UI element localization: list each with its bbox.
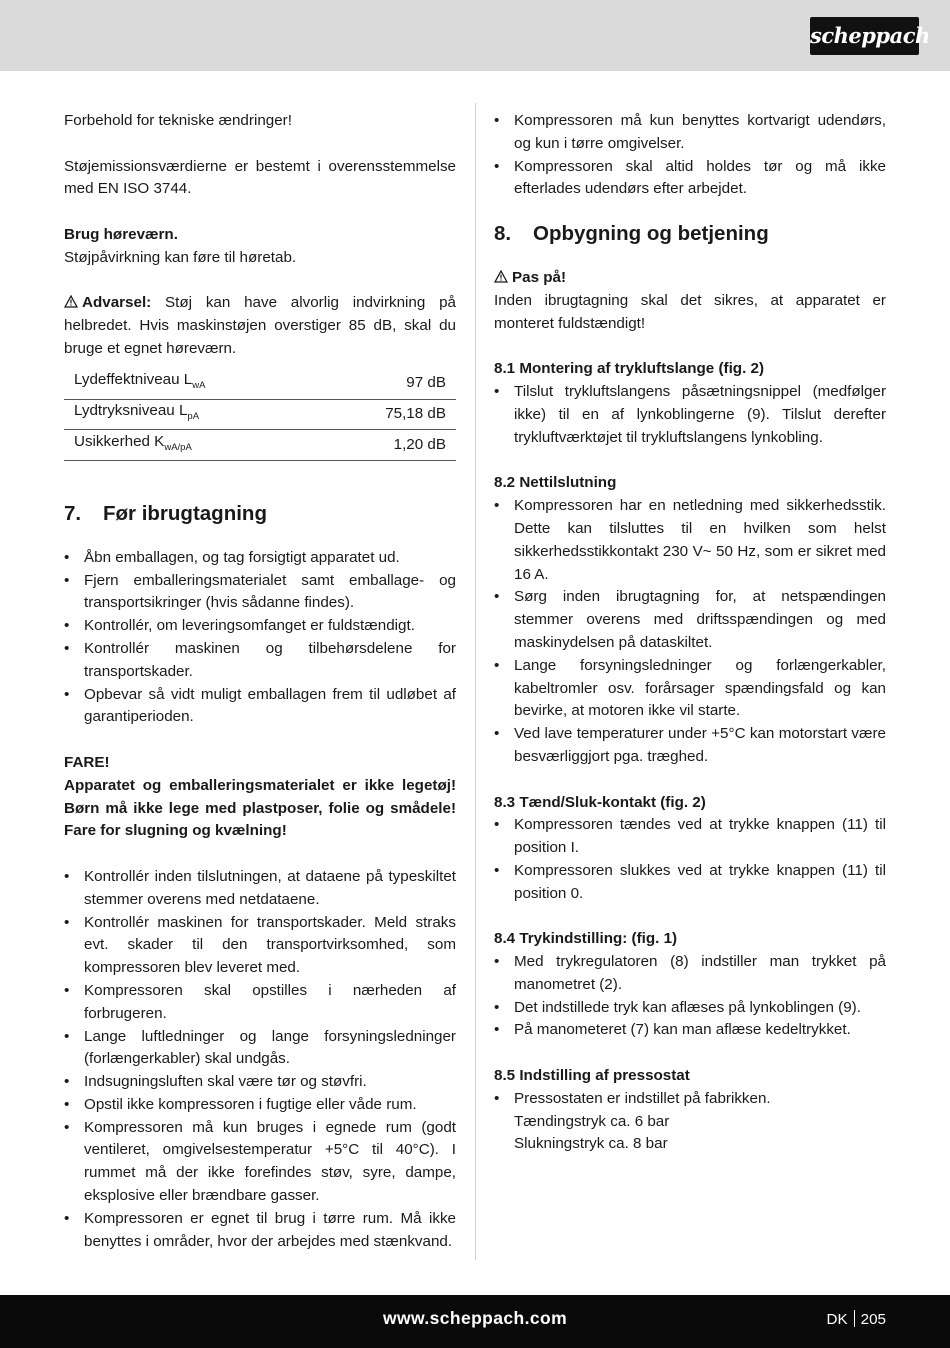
spec-label-cell: [64, 430, 320, 461]
unpacking-list: [64, 547, 456, 729]
noise-warning: [64, 292, 456, 360]
warning-label: Advarsel:: [82, 294, 152, 312]
section-number: 8.: [494, 222, 512, 246]
list-item: • Ved lave temperaturer under +5°C kan motorstart være besværliggjort pga. træghed.: [494, 723, 886, 769]
right-column: [494, 110, 886, 1156]
section-7-heading: [64, 501, 456, 527]
list-item: [494, 1088, 886, 1156]
caution-title: [494, 267, 886, 290]
subsection-8-2-list: [494, 495, 886, 769]
spec-subscript: pA: [187, 411, 200, 423]
list-item: • Kontrollér, om leveringsomfanget er fuldstændigt.: [64, 615, 456, 638]
list-item: • Tilslut trykluftslangens påsætningsnippel (medfølger ikke) til en af lynkoblingerne (9). Tilslut derefter trykluftværktøjet til trykluftslangens lynkobling.: [494, 381, 886, 449]
list-item: • Kompressoren må kun bruges i egnede rum (godt ventileret, omgivelsestemperatur +5°C til 40°C). I rummet må der ikke forefindes støv, syre, dampe, eksplosive eller brændbare gasser.: [64, 1117, 456, 1208]
section-title: Før ibrugtagning: [103, 501, 267, 525]
danger-text: Apparatet og emballeringsmaterialet er ikke legetøj! Børn må ikke lege med plastposer, folie og smådele! Fare for slugning og kvælning!: [64, 776, 456, 840]
page-number: 205: [860, 1311, 886, 1328]
hearing-protection-title: Brug høreværn.: [64, 225, 178, 243]
hearing-protection-text: Støjpåvirkning kan føre til høretab.: [64, 248, 297, 266]
list-item: • Opstil ikke kompressoren i fugtige eller våde rum.: [64, 1094, 456, 1117]
spec-label: Usikkerhed K: [74, 432, 165, 450]
page-separator: [854, 1310, 855, 1327]
outdoor-use-list: [494, 110, 886, 201]
spec-value: 1,20 dB: [320, 430, 456, 461]
list-item: • Kompressoren slukkes ved at trykke knappen (11) til position 0.: [494, 860, 886, 906]
warning-triangle-icon: [494, 270, 508, 283]
list-item: • Kompressoren er egnet til brug i tørre rum. Må ikke benyttes i områder, hvor der arbejdes med stænkvand.: [64, 1208, 456, 1254]
list-item: • Indsugningsluften skal være tør og støvfri.: [64, 1071, 456, 1094]
warning-text: Støj kan have alvorlig indvirkning på helbredet. Hvis maskinstøjen overstiger 85 dB, skal du bruge et egnet høreværn.: [64, 294, 456, 357]
warning-triangle-icon: [64, 295, 78, 308]
list-item: • Kompressoren har en netledning med sikkerhedsstik. Dette kan tilsluttes til en hvilken som helst sikkerhedsstikkontakt 230 V~ 50 Hz, som er sikret med 16 A.: [494, 495, 886, 586]
list-item: • Opbevar så vidt muligt emballagen frem til udløbet af garantiperioden.: [64, 684, 456, 730]
section-8-heading: [494, 221, 886, 247]
subsection-8-4-list: [494, 951, 886, 1042]
spec-value: 75,18 dB: [320, 399, 456, 430]
installation-checks-list: [64, 866, 456, 1254]
pressostat-note: • Pressostaten er indstillet på fabrikken.: [514, 1089, 771, 1107]
website-link[interactable]: www.scheppach.com: [382, 1308, 568, 1328]
scheppach-logo[interactable]: [810, 17, 930, 55]
reservation-note: Forbehold for tekniske ændringer!: [64, 112, 292, 129]
list-item: • Fjern emballeringsmaterialet samt emballage- og transportsikringer (hvis sådanne findes).: [64, 570, 456, 616]
list-item: • Kontrollér maskinen for transportskader. Meld straks evt. skader til den transportvirksomhed, som kompressoren blev leveret med.: [64, 912, 456, 980]
section-title: Opbygning og betjening: [533, 222, 769, 246]
pressure-on-value: Tændingstryk ca. 6 bar: [514, 1112, 670, 1130]
caution-title-text: Pas på!: [512, 269, 567, 287]
section-number: 7.: [64, 501, 82, 525]
spec-value: 97 dB: [320, 369, 456, 400]
list-item: • På manometeret (7) kan man aflæse kedeltrykket.: [494, 1019, 886, 1042]
pressure-off-value: Slukningstryk ca. 8 bar: [514, 1135, 668, 1153]
subsection-8-2-title: 8.2 Nettilslutning: [494, 474, 617, 492]
spec-label-cell: [64, 399, 320, 430]
list-item: • Med trykregulatoren (8) indstiller man trykket på manometret (2).: [494, 951, 886, 997]
list-item: • Det indstillede tryk kan aflæses på lynkoblingen (9).: [494, 997, 886, 1020]
subsection-8-1-list: [494, 381, 886, 449]
list-item: • Kontrollér inden tilslutningen, at dataene på typeskiltet stemmer overens med netdataene.: [64, 866, 456, 912]
danger-title: FARE!: [64, 753, 110, 771]
list-item: • Kompressoren tændes ved at trykke knappen (11) til position I.: [494, 814, 886, 860]
subsection-8-1-title: 8.1 Montering af trykluftslange (fig. 2): [494, 360, 765, 378]
left-column: [64, 110, 456, 1253]
list-item: • Kompressoren skal altid holdes tør og må ikke efterlades udendørs efter arbejdet.: [494, 156, 886, 202]
spec-label: Lydeffektniveau L: [74, 371, 193, 389]
table-row: [64, 430, 456, 461]
list-item: • Kompressoren skal opstilles i nærheden af forbrugeren.: [64, 980, 456, 1026]
list-item: • Sørg inden ibrugtagning for, at netspændingen stemmer overens med driftsspændingen og med maskinydelsen på dataskiltet.: [494, 586, 886, 654]
list-item: • Kompressoren må kun benyttes kortvarigt udendørs, og kun i tørre omgivelser.: [494, 110, 886, 156]
subsection-8-3-title: 8.3 Tænd/Sluk-kontakt (fig. 2): [494, 793, 706, 811]
table-row: [64, 369, 456, 400]
header-bar: [0, 0, 950, 71]
subsection-8-5-title: 8.5 Indstilling af pressostat: [494, 1067, 690, 1085]
subsection-8-3-list: [494, 814, 886, 905]
column-divider: [475, 103, 476, 1260]
subsection-8-5-list: [494, 1088, 886, 1156]
spec-subscript: wA: [192, 380, 206, 392]
spec-label-cell: [64, 369, 320, 400]
list-item: • Kontrollér maskinen og tilbehørsdelene for transportskader.: [64, 638, 456, 684]
logo-text: scheppach: [810, 23, 930, 48]
spec-subscript: wA/pA: [164, 441, 192, 453]
spec-label: Lydtryksniveau L: [74, 402, 188, 420]
language-code: DK: [826, 1311, 848, 1328]
subsection-8-4-title: 8.4 Trykindstilling: (fig. 1): [494, 930, 678, 948]
caution-text: Inden ibrugtagning skal det sikres, at apparatet er monteret fuldstændigt!: [494, 291, 886, 332]
list-item: • Lange forsyningsledninger og forlængerkabler, kabeltromler osv. forårsager spændingsfald og kan bevirke, at motoren ikke vil starte.: [494, 655, 886, 723]
list-item: • Åbn emballagen, og tag forsigtigt apparatet ud.: [64, 547, 456, 570]
table-row: [64, 399, 456, 430]
list-item: • Lange luftledninger og lange forsyningsledninger (forlængerkabler) skal undgås.: [64, 1026, 456, 1072]
footer-bar: [0, 1295, 950, 1348]
page-indicator: [827, 1309, 886, 1332]
noise-emission-text: Støjemissionsværdierne er bestemt i overensstemmelse med EN ISO 3744.: [64, 157, 456, 198]
noise-specs-table: [64, 369, 456, 461]
